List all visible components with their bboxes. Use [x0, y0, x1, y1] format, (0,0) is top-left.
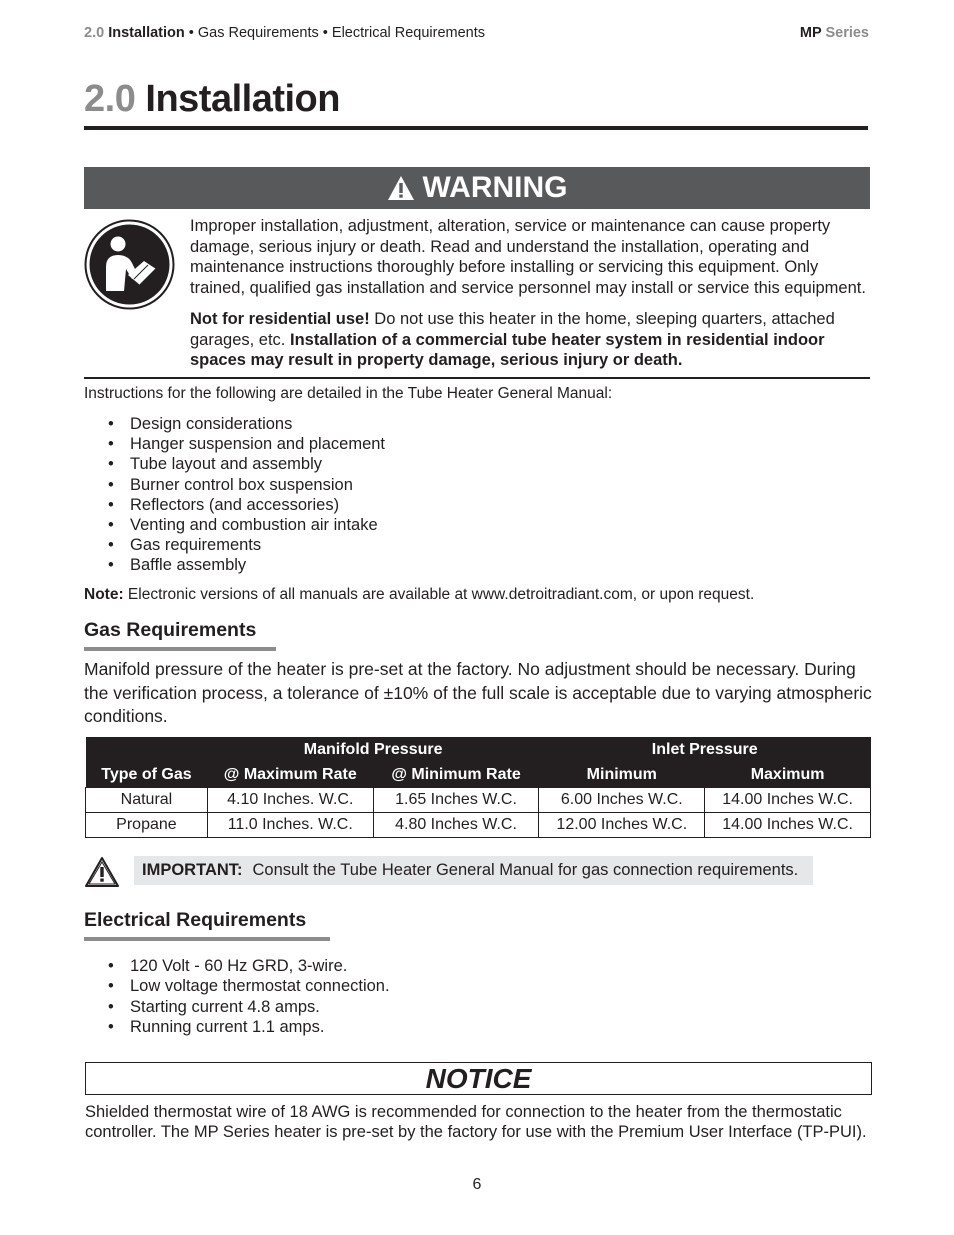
read-manual-icon: [84, 219, 175, 310]
residential-warning-emphasis: Installation of a commercial tube heater system in residential indoor spaces may result in property damage, serious injury or death.: [190, 330, 825, 369]
notice-label: NOTICE: [425, 1062, 532, 1094]
electrical-list: [108, 956, 390, 1037]
series-label: [800, 25, 869, 41]
brand-suffix: Series: [825, 25, 869, 41]
table-row: [86, 788, 871, 813]
title-divider: [84, 126, 868, 130]
column-header: @ Minimum Rate: [373, 762, 539, 788]
caution-triangle-icon: [84, 856, 120, 888]
page-title: [84, 78, 340, 121]
header-section-name: Installation: [108, 25, 185, 41]
page-number: 6: [472, 1176, 482, 1193]
notice-banner: [85, 1062, 872, 1095]
notice-text: Shielded thermostat wire of 18 AWG is recommended for connection to the heater from the thermostatic controller. The MP Series heater is pre-set by the factory for use with the Premium User Interface (TP-PUI).: [85, 1103, 867, 1142]
table-cell: 6.00 Inches W.C.: [539, 788, 705, 813]
table-cell: 4.80 Inches W.C.: [373, 813, 539, 838]
warning-paragraph-1: Improper installation, adjustment, alteration, service or maintenance can cause property damage, serious injury or death. Read and understand the installation, operating and maintenance instructions thoroughly before installing or servicing this equipment. Only trained, qualified gas installation and service personnel may install or service this equipment.: [190, 217, 866, 297]
manuals-note: [84, 586, 754, 604]
list-item: • Burner control box suspension: [108, 475, 385, 495]
manifold-pressure-header: Manifold Pressure: [207, 737, 539, 762]
warning-banner: [84, 167, 870, 209]
column-header: @ Maximum Rate: [207, 762, 373, 788]
important-text: Consult the Tube Heater General Manual for gas connection requirements.: [252, 861, 799, 879]
header-section-number: 2.0: [84, 25, 105, 41]
note-label: Note:: [84, 586, 124, 603]
table-column-header-row: [86, 762, 871, 788]
title-text: Installation: [145, 78, 340, 120]
table-cell: 14.00 Inches W.C.: [705, 813, 871, 838]
important-notice: [134, 856, 813, 885]
list-item: • Design considerations: [108, 414, 385, 434]
table-cell: 14.00 Inches W.C.: [705, 788, 871, 813]
inlet-pressure-header: Inlet Pressure: [539, 737, 871, 762]
list-item: • Venting and combustion air intake: [108, 515, 385, 535]
table-cell: 1.65 Inches W.C.: [373, 788, 539, 813]
table-cell: 11.0 Inches. W.C.: [207, 813, 373, 838]
instructions-list: [108, 414, 385, 576]
warning-label: WARNING: [422, 171, 568, 204]
table-row: [86, 813, 871, 838]
list-item: • Baffle assembly: [108, 555, 385, 575]
column-header: Maximum: [705, 762, 871, 788]
list-item: • 120 Volt - 60 Hz GRD, 3-wire.: [108, 956, 390, 976]
list-item: • Tube layout and assembly: [108, 454, 385, 474]
table-cell: Propane: [86, 813, 208, 838]
list-item: • Starting current 4.8 amps.: [108, 997, 390, 1017]
column-header: Type of Gas: [86, 762, 208, 788]
table-cell: 4.10 Inches. W.C.: [207, 788, 373, 813]
electrical-heading-underline: [84, 937, 330, 941]
residential-warning-label: Not for residential use!: [190, 310, 370, 328]
note-text: Electronic versions of all manuals are available at www.detroitradiant.com, or upon request.: [123, 586, 755, 603]
list-item: • Running current 1.1 amps.: [108, 1017, 390, 1037]
list-item: • Reflectors (and accessories): [108, 495, 385, 515]
important-label: IMPORTANT:: [142, 861, 243, 879]
column-header: Minimum: [539, 762, 705, 788]
list-item: • Hanger suspension and placement: [108, 434, 385, 454]
gas-pressure-table: [85, 737, 871, 838]
warning-text: [190, 216, 875, 382]
table-cell: 12.00 Inches W.C.: [539, 813, 705, 838]
warning-divider: [84, 377, 870, 379]
header-topics: • Gas Requirements • Electrical Requirements: [188, 25, 486, 41]
title-number: 2.0: [84, 78, 136, 120]
instructions-intro: Instructions for the following are detailed in the Tube Heater General Manual:: [84, 385, 613, 402]
brand-name: MP: [799, 25, 822, 41]
gas-heading-underline: [84, 647, 276, 651]
table-group-header-row: [86, 737, 871, 762]
gas-requirements-heading: Gas Requirements: [84, 619, 257, 641]
electrical-requirements-heading: Electrical Requirements: [84, 909, 307, 931]
list-item: • Gas requirements: [108, 535, 385, 555]
gas-paragraph: Manifold pressure of the heater is pre-set at the factory. No adjustment should be necessary. During the verification process, a tolerance of ±10% of the full scale is acceptable due to varying atmospheric conditions.: [84, 659, 872, 726]
table-header-cell: [86, 737, 208, 762]
warning-paragraph-2: [190, 309, 875, 371]
table-cell: Natural: [86, 788, 208, 813]
residential-warning-text: Do not use this heater in the home, sleeping quarters, attached garages, etc.: [190, 310, 835, 349]
warning-triangle-icon: [387, 175, 415, 201]
running-header: [84, 25, 485, 41]
list-item: • Low voltage thermostat connection.: [108, 976, 390, 996]
